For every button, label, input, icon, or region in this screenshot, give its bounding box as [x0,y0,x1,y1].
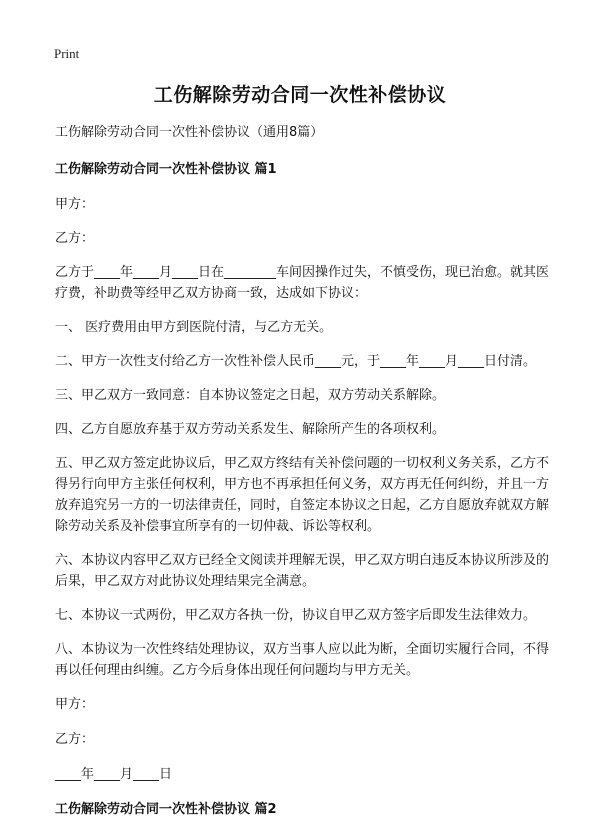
clause-6: 六、本协议内容甲乙双方已经全文阅读并理解无误，甲乙双方明白违反本协议所涉及的后果，甲乙双方对此协议处理结果完全满意。 [55,553,550,589]
section-heading-1: 工伤解除劳动合同一次性补偿协议 篇1 [55,162,277,177]
signature-party-a: 甲方： [55,697,95,712]
party-b-label: 乙方： [55,231,95,246]
signature-party-b: 乙方： [55,732,95,747]
clause-1: 一、 医疗费用由甲方到医院付清，与乙方无关。 [55,320,333,335]
party-a-label: 甲方： [55,197,95,212]
clause-8: 八、本协议为一次性终结处理协议，双方当事人应以此为断，全面切实履行合同，不得再以任何理由纠缠。乙方今后身体出现任何问题均与甲方无关。 [55,642,550,678]
print-label[interactable]: Print [54,46,80,61]
intro-paragraph: 乙方于____年____月____日在________车间因操作过失，不慎受伤，现已治愈。就其医疗费，补助费等经甲乙双方协商一致，达成如下协议： [55,265,550,301]
document-title: 工伤解除劳动合同一次性补偿协议 [153,84,447,106]
clause-3: 三、甲乙双方一致同意：自本协议签定之日起，双方劳动关系解除。 [55,388,446,403]
clause-4: 四、乙方自愿放弃基于双方劳动关系发生、解除所产生的各项权利。 [55,422,446,437]
clause-5: 五、甲乙双方签定此协议后，甲乙双方终结有关补偿问题的一切权利义务关系，乙方不得另行向甲方主张任何权利，甲方也不再承担任何义务，双方再无任何纠纷，并且一方放弃追究另一方的一切法律责任，同时，自签定本协议之日起，乙方自愿放弃就双方解除劳动关系及补偿事宜所享有的一切仲裁、诉讼等权利。 [55,456,550,534]
clause-2: 二、甲方一次性支付给乙方一次性补偿人民币____元，于____年____月____日付清。 [55,354,537,369]
clause-7: 七、本协议一式两份，甲乙双方各执一份，协议自甲乙双方签字后即发生法律效力。 [55,608,537,623]
section-heading-2: 工伤解除劳动合同一次性补偿协议 篇2 [55,802,277,817]
document-body [55,122,550,834]
signature-date: ____年____月____日 [55,767,173,782]
document-subtitle: 工伤解除劳动合同一次性补偿协议（通用8篇） [55,125,324,140]
